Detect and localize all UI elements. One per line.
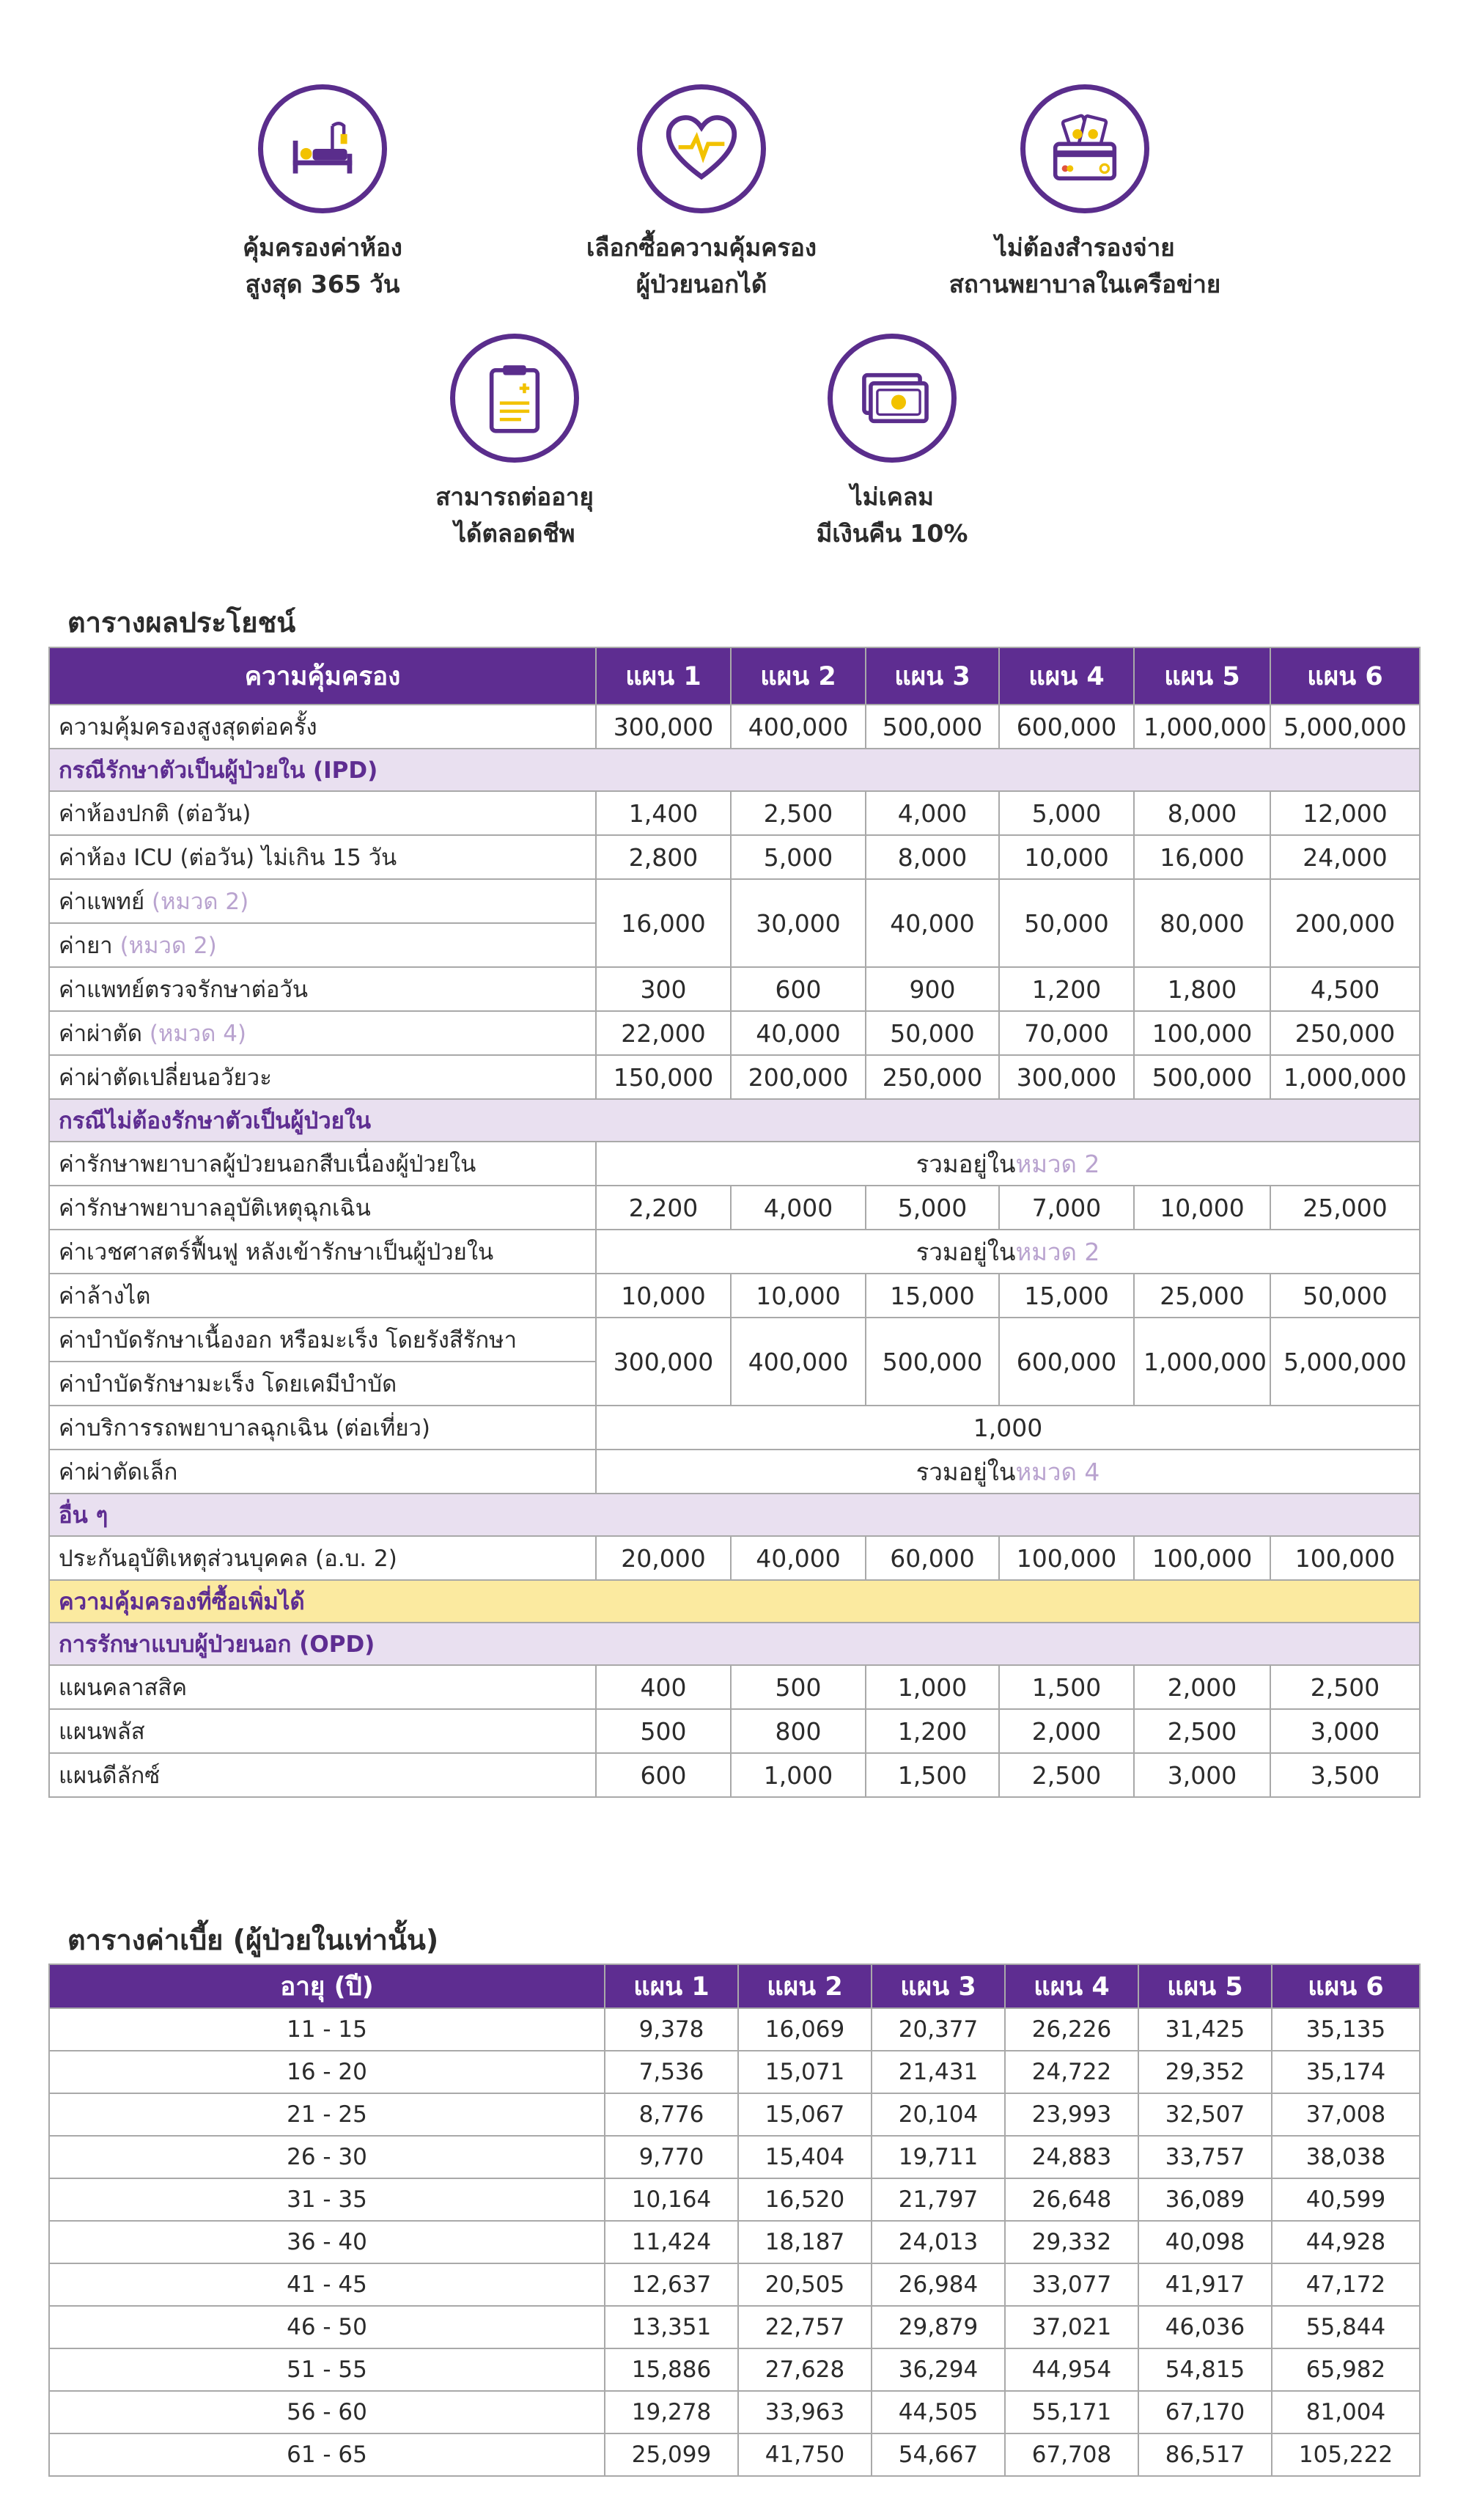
row-label <box>49 923 596 967</box>
span-text: รวมอยู่ใน <box>916 1149 1016 1178</box>
premium-value: 27,628 <box>738 2348 872 2391</box>
feature-renewal <box>324 334 705 552</box>
heart-pulse-icon <box>637 84 766 213</box>
table-row <box>49 2221 1420 2263</box>
cell-value: 25,000 <box>1134 1274 1270 1318</box>
premium-value: 35,174 <box>1272 2051 1420 2093</box>
cell-value: 500,000 <box>1134 1055 1270 1099</box>
cell-value: 22,000 <box>596 1011 731 1055</box>
cell-value: 40,000 <box>866 879 999 967</box>
premium-value: 54,667 <box>872 2433 1005 2476</box>
cell-value: 200,000 <box>731 1055 866 1099</box>
row-label <box>49 879 596 923</box>
table-row <box>49 2178 1420 2221</box>
header-plan-3: แผน 3 <box>866 647 999 705</box>
cell-value: 100,000 <box>1134 1536 1270 1580</box>
premium-value: 26,984 <box>872 2263 1005 2306</box>
section-label: อื่น ๆ <box>49 1494 1420 1536</box>
cell-value: 250,000 <box>1270 1011 1420 1055</box>
cell-value: 2,800 <box>596 835 731 879</box>
cell-value: 5,000 <box>866 1186 999 1230</box>
header-plan-4: แผน 4 <box>999 647 1134 705</box>
table-row <box>49 1011 1420 1055</box>
feature-room-coverage <box>132 84 513 303</box>
premium-value: 15,067 <box>738 2093 872 2136</box>
cell-value: 1,400 <box>596 791 731 835</box>
cell-value: 300 <box>596 967 731 1011</box>
feature-line2: สูงสุด 365 วัน <box>245 270 400 298</box>
row-label: ค่าล้างไต <box>49 1274 596 1318</box>
label-hint: (หมวด 2) <box>119 933 217 959</box>
premium-value: 41,750 <box>738 2433 872 2476</box>
row-label: ค่าแพทย์ตรวจรักษาต่อวัน <box>49 967 596 1011</box>
table-row <box>49 967 1420 1011</box>
age-range: 21 - 25 <box>49 2093 605 2136</box>
age-range: 51 - 55 <box>49 2348 605 2391</box>
premium-value: 44,505 <box>872 2391 1005 2433</box>
premium-value: 24,013 <box>872 2221 1005 2263</box>
premium-value: 15,886 <box>605 2348 738 2391</box>
cell-value: 4,500 <box>1270 967 1420 1011</box>
premium-value: 44,954 <box>1005 2348 1138 2391</box>
cell-value: 1,500 <box>999 1665 1134 1709</box>
premium-value: 24,883 <box>1005 2136 1138 2178</box>
cell-value: 600 <box>731 967 866 1011</box>
cell-value: 500 <box>731 1665 866 1709</box>
section-row-non-ipd <box>49 1099 1420 1142</box>
cell-value: 2,500 <box>1134 1709 1270 1753</box>
age-range: 11 - 15 <box>49 2008 605 2051</box>
premium-value: 15,404 <box>738 2136 872 2178</box>
cell-value: 50,000 <box>866 1011 999 1055</box>
header-plan-4: แผน 4 <box>1005 1964 1138 2008</box>
hospital-bed-icon <box>258 84 387 213</box>
span-text: รวมอยู่ใน <box>916 1237 1016 1266</box>
premium-value: 33,757 <box>1138 2136 1272 2178</box>
premium-body <box>49 2008 1420 2476</box>
section-row-ipd <box>49 749 1420 791</box>
cell-value: 7,000 <box>999 1186 1134 1230</box>
premium-value: 46,036 <box>1138 2306 1272 2348</box>
cell-value: 1,000,000 <box>1134 1318 1270 1406</box>
premium-value: 67,708 <box>1005 2433 1138 2476</box>
cell-value: 1,800 <box>1134 967 1270 1011</box>
premium-value: 15,071 <box>738 2051 872 2093</box>
table-row <box>49 2306 1420 2348</box>
span-text: รวมอยู่ใน <box>916 1457 1016 1486</box>
premium-value: 55,171 <box>1005 2391 1138 2433</box>
cell-value: 1,000 <box>731 1753 866 1797</box>
benefit-header-row <box>49 647 1420 705</box>
cell-value: 2,000 <box>999 1709 1134 1753</box>
label-hint: (หมวด 4) <box>149 1021 247 1047</box>
premium-value: 22,757 <box>738 2306 872 2348</box>
cell-value: 30,000 <box>731 879 866 967</box>
cell-value: 5,000,000 <box>1270 1318 1420 1406</box>
row-label: ค่ารักษาพยาบาลผู้ป่วยนอกสืบเนื่องผู้ป่วยใน <box>49 1142 596 1186</box>
cell-value: 500,000 <box>866 705 999 749</box>
premium-header-row <box>49 1964 1420 2008</box>
header-plan-3: แผน 3 <box>872 1964 1005 2008</box>
premium-value: 16,069 <box>738 2008 872 2051</box>
table-row <box>49 1753 1420 1797</box>
header-plan-1: แผน 1 <box>605 1964 738 2008</box>
feature-line1: ไม่เคลม <box>850 482 934 511</box>
age-range: 26 - 30 <box>49 2136 605 2178</box>
merged-cell <box>596 1142 1420 1186</box>
header-plan-2: แผน 2 <box>738 1964 872 2008</box>
premium-value: 29,352 <box>1138 2051 1272 2093</box>
cell-value: 15,000 <box>999 1274 1134 1318</box>
section-row-addon <box>49 1580 1420 1623</box>
table-row <box>49 1230 1420 1274</box>
cell-value: 50,000 <box>1270 1274 1420 1318</box>
premium-value: 37,021 <box>1005 2306 1138 2348</box>
cell-value: 16,000 <box>596 879 731 967</box>
header-plan-6: แผน 6 <box>1270 647 1420 705</box>
cell-value: 2,000 <box>1134 1665 1270 1709</box>
cell-value: 10,000 <box>1134 1186 1270 1230</box>
row-label: ค่ารักษาพยาบาลอุบัติเหตุฉุกเฉิน <box>49 1186 596 1230</box>
table-row <box>49 2433 1420 2476</box>
header-plan-1: แผน 1 <box>596 647 731 705</box>
cell-value: 5,000 <box>999 791 1134 835</box>
row-label: แผนพลัส <box>49 1709 596 1753</box>
cell-value: 40,000 <box>731 1536 866 1580</box>
cell-value: 300,000 <box>999 1055 1134 1099</box>
table-row <box>49 1709 1420 1753</box>
feature-line1: สามารถต่ออายุ <box>435 482 594 511</box>
row-label: ค่าผ่าตัดเปลี่ยนอวัยวะ <box>49 1055 596 1099</box>
table-row <box>49 2348 1420 2391</box>
cell-value: 60,000 <box>866 1536 999 1580</box>
premium-value: 20,104 <box>872 2093 1005 2136</box>
cell-value: 150,000 <box>596 1055 731 1099</box>
premium-table-title: ตารางค่าเบี้ย (ผู้ป่วยในเท่านั้น) <box>67 1924 439 1956</box>
premium-value: 105,222 <box>1272 2433 1420 2476</box>
section-label: ความคุ้มครองที่ซื้อเพิ่มได้ <box>49 1580 1420 1623</box>
table-row <box>49 2008 1420 2051</box>
row-label: ประกันอุบัติเหตุส่วนบุคคล (อ.บ. 2) <box>49 1536 596 1580</box>
span-hint: หมวด 4 <box>1015 1457 1100 1486</box>
table-row <box>49 705 1420 749</box>
premium-value: 26,648 <box>1005 2178 1138 2221</box>
cell-value: 40,000 <box>731 1011 866 1055</box>
span-hint: หมวด 2 <box>1015 1149 1100 1178</box>
feature-cashless <box>894 84 1275 303</box>
row-label: ค่าห้อง ICU (ต่อวัน) ไม่เกิน 15 วัน <box>49 835 596 879</box>
cell-value: 900 <box>866 967 999 1011</box>
cell-value: 1,200 <box>866 1709 999 1753</box>
benefit-table <box>48 647 1421 1798</box>
premium-value: 24,722 <box>1005 2051 1138 2093</box>
premium-value: 10,164 <box>605 2178 738 2221</box>
feature-line1: เลือกซื้อความคุ้มครอง <box>586 233 817 262</box>
age-range: 56 - 60 <box>49 2391 605 2433</box>
cell-value: 400,000 <box>731 705 866 749</box>
premium-value: 20,505 <box>738 2263 872 2306</box>
row-label: ค่าเวชศาสตร์ฟื้นฟู หลังเข้ารักษาเป็นผู้ป่วยใน <box>49 1230 596 1274</box>
premium-value: 9,770 <box>605 2136 738 2178</box>
premium-value: 54,815 <box>1138 2348 1272 2391</box>
premium-value: 19,711 <box>872 2136 1005 2178</box>
cell-value: 500,000 <box>866 1318 999 1406</box>
table-row <box>49 2051 1420 2093</box>
premium-value: 18,187 <box>738 2221 872 2263</box>
cell-value: 20,000 <box>596 1536 731 1580</box>
cell-value: 3,500 <box>1270 1753 1420 1797</box>
premium-value: 37,008 <box>1272 2093 1420 2136</box>
header-plan-5: แผน 5 <box>1134 647 1270 705</box>
section-label: กรณีไม่ต้องรักษาตัวเป็นผู้ป่วยใน <box>49 1099 1420 1142</box>
premium-value: 26,226 <box>1005 2008 1138 2051</box>
premium-value: 11,424 <box>605 2221 738 2263</box>
span-hint: หมวด 2 <box>1015 1237 1100 1266</box>
label-text: ค่าแพทย์ <box>59 889 145 915</box>
cell-value: 4,000 <box>866 791 999 835</box>
premium-value: 21,431 <box>872 2051 1005 2093</box>
premium-value: 9,378 <box>605 2008 738 2051</box>
premium-value: 41,917 <box>1138 2263 1272 2306</box>
table-row <box>49 2263 1420 2306</box>
feature-line1: ไม่ต้องสำรองจ่าย <box>995 233 1175 262</box>
cell-value: 500 <box>596 1709 731 1753</box>
age-range: 36 - 40 <box>49 2221 605 2263</box>
premium-value: 12,637 <box>605 2263 738 2306</box>
cell-value: 2,500 <box>731 791 866 835</box>
age-range: 41 - 45 <box>49 2263 605 2306</box>
merged-cell <box>596 1450 1420 1494</box>
cell-value: 10,000 <box>731 1274 866 1318</box>
benefit-table-title: ตารางผลประโยชน์ <box>67 606 296 639</box>
premium-value: 19,278 <box>605 2391 738 2433</box>
cell-value: 200,000 <box>1270 879 1420 967</box>
age-range: 61 - 65 <box>49 2433 605 2476</box>
cell-value: 16,000 <box>1134 835 1270 879</box>
cell-value: 1,000,000 <box>1270 1055 1420 1099</box>
premium-value: 29,332 <box>1005 2221 1138 2263</box>
cell-value: 1,500 <box>866 1753 999 1797</box>
section-row-other <box>49 1494 1420 1536</box>
table-row <box>49 2093 1420 2136</box>
row-label: ค่าบำบัดรักษาเนื้องอก หรือมะเร็ง โดยรังสีรักษา <box>49 1318 596 1362</box>
age-range: 31 - 35 <box>49 2178 605 2221</box>
premium-value: 38,038 <box>1272 2136 1420 2178</box>
cell-value: 600,000 <box>999 1318 1134 1406</box>
header-age: อายุ (ปี) <box>49 1964 605 2008</box>
table-row <box>49 1450 1420 1494</box>
cell-value: 25,000 <box>1270 1186 1420 1230</box>
cell-value: 80,000 <box>1134 879 1270 967</box>
row-label: แผนดีลักซ์ <box>49 1753 596 1797</box>
premium-value: 33,963 <box>738 2391 872 2433</box>
cell-value: 12,000 <box>1270 791 1420 835</box>
section-row-opd <box>49 1623 1420 1665</box>
table-row <box>49 1055 1420 1099</box>
cell-value: 250,000 <box>866 1055 999 1099</box>
cell-value: 5,000,000 <box>1270 705 1420 749</box>
table-row <box>49 1274 1420 1318</box>
premium-value: 47,172 <box>1272 2263 1420 2306</box>
row-label: ความคุ้มครองสูงสุดต่อครั้ง <box>49 705 596 749</box>
table-row <box>49 2136 1420 2178</box>
cell-value: 2,500 <box>999 1753 1134 1797</box>
cell-value: 10,000 <box>999 835 1134 879</box>
header-plan-2: แผน 2 <box>731 647 866 705</box>
premium-value: 7,536 <box>605 2051 738 2093</box>
cell-value: 8,000 <box>866 835 999 879</box>
section-label: การรักษาแบบผู้ป่วยนอก (OPD) <box>49 1623 1420 1665</box>
cell-value: 70,000 <box>999 1011 1134 1055</box>
cell-value: 400,000 <box>731 1318 866 1406</box>
premium-value: 81,004 <box>1272 2391 1420 2433</box>
premium-value: 44,928 <box>1272 2221 1420 2263</box>
premium-value: 21,797 <box>872 2178 1005 2221</box>
premium-value: 8,776 <box>605 2093 738 2136</box>
row-label: ค่าบำบัดรักษามะเร็ง โดยเคมีบำบัด <box>49 1362 596 1406</box>
table-row <box>49 791 1420 835</box>
cell-value: 100,000 <box>999 1536 1134 1580</box>
cell-value: 300,000 <box>596 705 731 749</box>
premium-value: 86,517 <box>1138 2433 1272 2476</box>
cell-value: 1,000 <box>866 1665 999 1709</box>
age-range: 16 - 20 <box>49 2051 605 2093</box>
row-label <box>49 1011 596 1055</box>
merged-cell: 1,000 <box>596 1406 1420 1450</box>
cell-value: 5,000 <box>731 835 866 879</box>
premium-value: 31,425 <box>1138 2008 1272 2051</box>
premium-value: 33,077 <box>1005 2263 1138 2306</box>
premium-value: 35,135 <box>1272 2008 1420 2051</box>
cell-value: 1,000,000 <box>1134 705 1270 749</box>
cell-value: 600 <box>596 1753 731 1797</box>
table-row <box>49 835 1420 879</box>
cell-value: 3,000 <box>1134 1753 1270 1797</box>
table-row <box>49 1665 1420 1709</box>
clipboard-plus-icon <box>450 334 579 463</box>
premium-value: 36,294 <box>872 2348 1005 2391</box>
feature-line2: มีเงินคืน 10% <box>816 519 968 548</box>
banknote-icon <box>828 334 957 463</box>
cell-value: 800 <box>731 1709 866 1753</box>
cell-value: 10,000 <box>596 1274 731 1318</box>
feature-line2: สถานพยาบาลในเครือข่าย <box>949 270 1221 298</box>
table-row <box>49 1186 1420 1230</box>
row-label: แผนคลาสสิค <box>49 1665 596 1709</box>
premium-table <box>48 1964 1421 2477</box>
premium-value: 25,099 <box>605 2433 738 2476</box>
cell-value: 4,000 <box>731 1186 866 1230</box>
feature-opd-option <box>511 84 892 303</box>
feature-line1: คุ้มครองค่าห้อง <box>243 233 402 262</box>
row-label: ค่าผ่าตัดเล็ก <box>49 1450 596 1494</box>
cell-value: 1,200 <box>999 967 1134 1011</box>
label-text: ค่ายา <box>59 933 113 959</box>
cell-value: 3,000 <box>1270 1709 1420 1753</box>
cell-value: 2,500 <box>1270 1665 1420 1709</box>
premium-value: 29,879 <box>872 2306 1005 2348</box>
cell-value: 600,000 <box>999 705 1134 749</box>
premium-value: 40,098 <box>1138 2221 1272 2263</box>
feature-line2: ผู้ป่วยนอกได้ <box>636 270 767 298</box>
header-coverage: ความคุ้มครอง <box>49 647 596 705</box>
premium-value: 55,844 <box>1272 2306 1420 2348</box>
table-row <box>49 1142 1420 1186</box>
feature-no-claim-bonus <box>701 334 1083 552</box>
cell-value: 8,000 <box>1134 791 1270 835</box>
section-label: กรณีรักษาตัวเป็นผู้ป่วยใน (IPD) <box>49 749 1420 791</box>
header-plan-5: แผน 5 <box>1138 1964 1272 2008</box>
premium-value: 23,993 <box>1005 2093 1138 2136</box>
table-row <box>49 1406 1420 1450</box>
premium-value: 36,089 <box>1138 2178 1272 2221</box>
premium-value: 67,170 <box>1138 2391 1272 2433</box>
table-row <box>49 1318 1420 1362</box>
age-range: 46 - 50 <box>49 2306 605 2348</box>
label-hint: (หมวด 2) <box>152 889 249 915</box>
table-row <box>49 1536 1420 1580</box>
cell-value: 400 <box>596 1665 731 1709</box>
cell-value: 100,000 <box>1270 1536 1420 1580</box>
cell-value: 15,000 <box>866 1274 999 1318</box>
premium-value: 16,520 <box>738 2178 872 2221</box>
premium-value: 40,599 <box>1272 2178 1420 2221</box>
table-row <box>49 2391 1420 2433</box>
premium-value: 65,982 <box>1272 2348 1420 2391</box>
cell-value: 100,000 <box>1134 1011 1270 1055</box>
premium-value: 13,351 <box>605 2306 738 2348</box>
cell-value: 2,200 <box>596 1186 731 1230</box>
header-plan-6: แผน 6 <box>1272 1964 1420 2008</box>
cash-card-icon <box>1020 84 1149 213</box>
row-label: ค่าห้องปกติ (ต่อวัน) <box>49 791 596 835</box>
feature-line2: ได้ตลอดชีพ <box>454 519 575 548</box>
table-row <box>49 879 1420 923</box>
premium-value: 20,377 <box>872 2008 1005 2051</box>
label-text: ค่าผ่าตัด <box>59 1021 142 1047</box>
row-label: ค่าบริการรถพยาบาลฉุกเฉิน (ต่อเที่ยว) <box>49 1406 596 1450</box>
merged-cell <box>596 1230 1420 1274</box>
cell-value: 24,000 <box>1270 835 1420 879</box>
cell-value: 50,000 <box>999 879 1134 967</box>
premium-value: 32,507 <box>1138 2093 1272 2136</box>
cell-value: 300,000 <box>596 1318 731 1406</box>
